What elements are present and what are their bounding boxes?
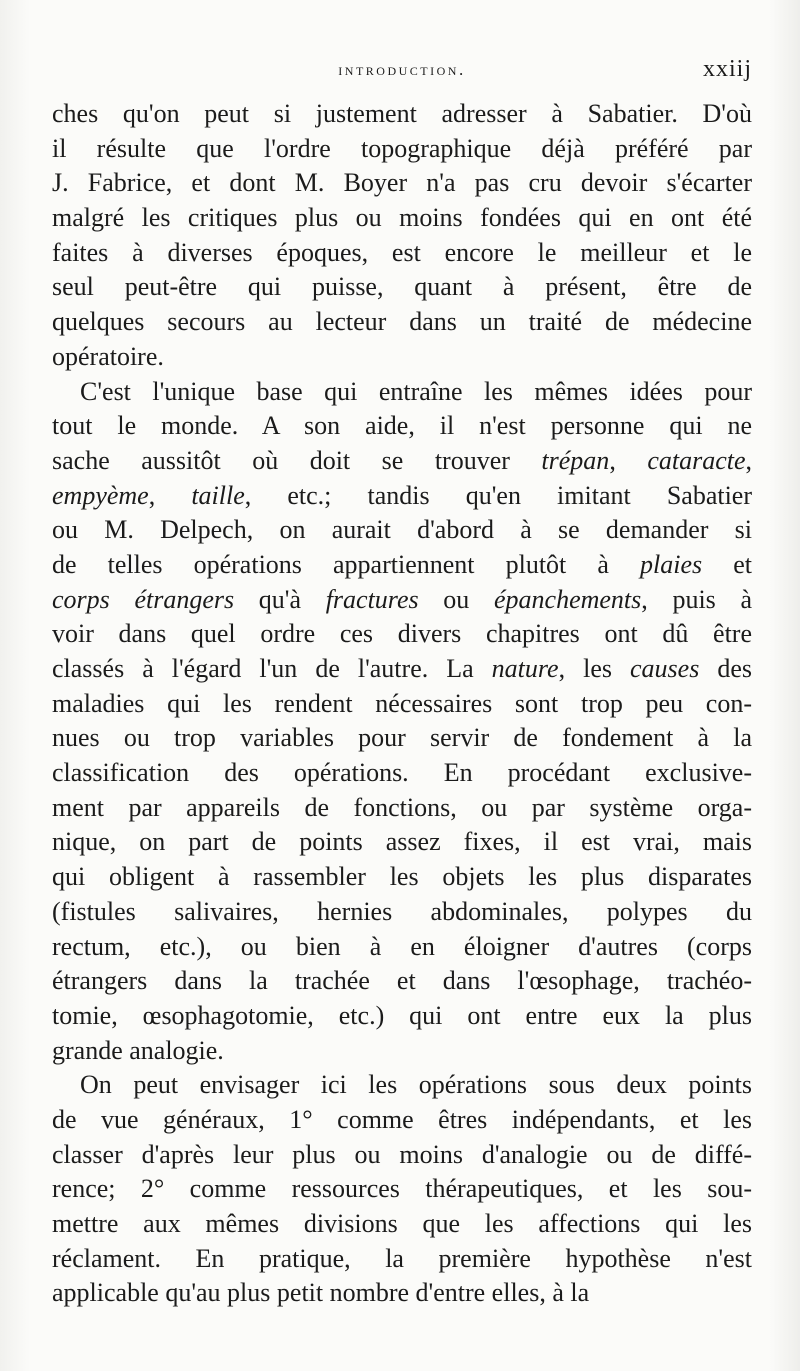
text-run: nique, on part de points assez fixes, il est vrai, mais (52, 827, 752, 857)
text-line (52, 236, 752, 271)
text-run: mettre aux mêmes divisions que les affections qui les (52, 1209, 752, 1238)
text-run: applicable qu'au plus petit nombre d'entre elles, à la (52, 1278, 590, 1308)
italic-term: épanchements (493, 584, 642, 614)
text-run: On peut envisager ici les opérations sous deux points (80, 1070, 752, 1100)
paragraph (52, 1068, 752, 1311)
text-run: malgré les critiques plus ou moins fondées qui en ont été (52, 203, 752, 233)
text-run: qu'à (234, 584, 326, 614)
text-run: étrangers dans la trachée et dans l'œsophage, trachéo- (52, 966, 752, 996)
text-run: faites à diverses époques, est encore le meilleur et le (52, 237, 752, 267)
text-line (52, 1138, 752, 1173)
text-line (52, 687, 752, 722)
text-line (52, 166, 752, 201)
text-line (52, 756, 752, 791)
page-number: xxiij (702, 56, 752, 82)
text-line (52, 1276, 752, 1311)
text-line (52, 583, 752, 618)
text-line (52, 513, 752, 548)
italic-term: causes (630, 654, 700, 683)
text-run: grande analogie. (52, 1035, 224, 1065)
text-line (52, 1103, 752, 1138)
text-run: classer d'après leur plus ou moins d'analogie ou de diffé- (52, 1139, 752, 1169)
text-run: réclament. En pratique, la première hypothèse n'est (52, 1243, 752, 1273)
text-line (52, 270, 752, 305)
text-line (52, 1068, 752, 1103)
text-line (52, 930, 752, 965)
text-line (52, 825, 752, 860)
text-run: rectum, etc.), ou bien à en éloigner d'autres (corps (52, 931, 752, 961)
text-line (52, 132, 752, 167)
text-line (52, 652, 752, 687)
text-line (52, 1172, 752, 1207)
italic-term: corps étrangers (52, 584, 235, 614)
text-run: ment par appareils de fonctions, ou par système orga- (52, 792, 752, 822)
running-head (52, 58, 752, 88)
italic-term: taille (191, 480, 245, 510)
text-run: tout le monde. A son aide, il n'est personne qui ne (52, 411, 752, 441)
italic-term: nature (491, 654, 559, 683)
text-line (52, 409, 752, 444)
text-run: et (702, 549, 752, 579)
italic-term: cataracte (647, 445, 746, 475)
italic-term: empyème (52, 480, 149, 510)
text-run: sache aussitôt où doit se trouver (52, 445, 542, 475)
text-line (52, 479, 752, 514)
text-line (52, 1207, 752, 1242)
text-run: qui obligent à rassembler les objets les plus disparates (52, 862, 752, 892)
body-text (52, 97, 752, 1311)
text-run: , (148, 480, 192, 510)
text-run: classification des opérations. En procédant exclusive- (52, 758, 752, 788)
text-run: ou (418, 584, 494, 614)
italic-term: fractures (325, 584, 419, 614)
text-line (52, 340, 752, 375)
text-run: maladies qui les rendent nécessaires sont trop peu con- (52, 688, 752, 718)
text-line (52, 444, 752, 479)
paragraph (52, 375, 752, 1069)
text-run: des (699, 654, 752, 683)
paragraph (52, 97, 752, 375)
running-head-title: introduction. (338, 60, 466, 79)
text-run: quelques secours au lecteur dans un traité de médecine (52, 307, 752, 337)
text-run: nues ou trop variables pour servir de fondement à la (52, 723, 752, 753)
text-run: C'est l'unique base qui entraîne les mêmes idées pour (80, 376, 752, 406)
text-line (52, 201, 752, 236)
text-run: tomie, œsophagotomie, etc.) qui ont entre eux la plus (52, 1000, 752, 1030)
text-run: J. Fabrice, et dont M. Boyer n'a pas cru devoir s'écarter (52, 168, 752, 198)
text-line (52, 1242, 752, 1277)
text-run: il résulte que l'ordre topographique déjà préféré par (52, 133, 752, 163)
text-line (52, 721, 752, 756)
text-line (52, 375, 752, 410)
text-line (52, 548, 752, 583)
text-run: seul peut-être qui puisse, quant à présent, être de (52, 272, 752, 302)
text-line (52, 305, 752, 340)
text-line (52, 860, 752, 895)
text-run: , les (558, 654, 630, 683)
italic-term: plaies (640, 549, 703, 579)
text-line (52, 999, 752, 1034)
text-line (52, 97, 752, 132)
text-run: voir dans quel ordre ces divers chapitres ont dû être (52, 619, 752, 649)
text-run: , puis à (641, 584, 752, 614)
text-run: classés à l'égard l'un de l'autre. La (52, 654, 492, 683)
text-line (52, 617, 752, 652)
text-run: de vue généraux, 1° comme êtres indépendants, et les (52, 1104, 752, 1134)
text-line (52, 791, 752, 826)
text-run: , (609, 445, 648, 475)
text-run: ches qu'on peut si justement adresser à Sabatier. D'où (52, 99, 752, 128)
text-line (52, 964, 752, 999)
text-run: rence; 2° comme ressources thérapeutiques, et les sou- (52, 1174, 752, 1204)
text-run: opératoire. (52, 341, 164, 371)
text-line (52, 1034, 752, 1069)
text-line (52, 895, 752, 930)
italic-term: trépan (541, 445, 610, 475)
text-run: , etc.; tandis qu'en imitant Sabatier (244, 480, 752, 510)
text-run: ou M. Delpech, on aurait d'abord à se demander si (52, 515, 752, 545)
text-run: de telles opérations appartiennent plutôt à (52, 549, 641, 579)
text-run: , (745, 445, 752, 475)
text-run: (fistules salivaires, hernies abdominales, polypes du (52, 896, 752, 926)
